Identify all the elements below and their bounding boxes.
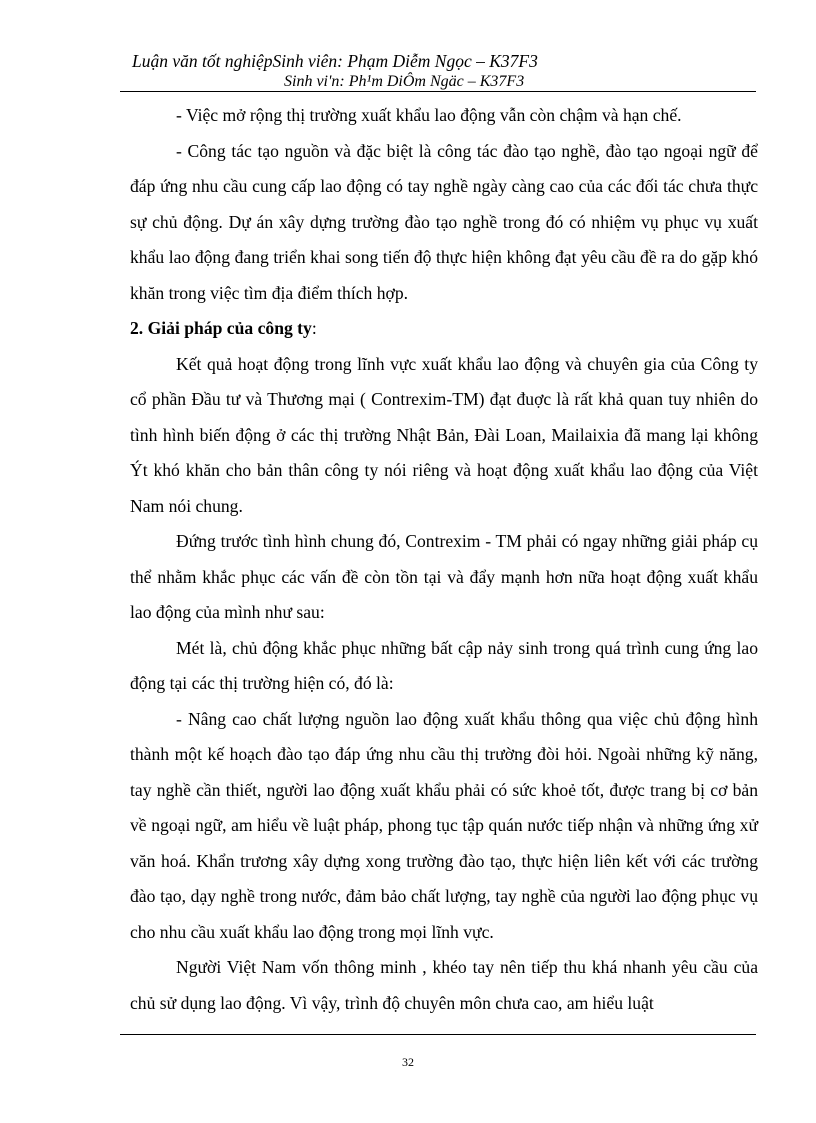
paragraph-3: Kết quả hoạt động trong lĩnh vực xuất khẩu lao động và chuyên gia của Công ty cổ phần Đầu tư và Thương mại ( Contrexim-TM) đạt đuợc là rất khả quan tuy nhiên do tình hình biến động ở các thị trường Nhật Bản, Đài Loan, Mailaixia đã mang lại không Ýt khó khăn cho bản thân công ty nói riêng và hoạt động xuất khẩu lao động của Việt Nam nói chung. [130, 353, 758, 516]
paragraph-1: - Việc mở rộng thị trường xuất khẩu lao động vẫn còn chậm và hạn chế. [176, 105, 682, 125]
paragraph-2: - Công tác tạo nguồn và đặc biệt là công tác đào tạo nghề, đào tạo ngoại ngữ để đáp ứng nhu cầu cung cấp lao động có tay nghề ngày càng cao của các đối tác chưa thực sự chủ động. Dự án xây dựng trường đào tạo nghề trong đó có nhiệm vụ phục vụ xuất khẩu lao động đang triển khai song tiến độ thực hiện không đạt yêu cầu đề ra do gặp khó khăn trong việc tìm địa điểm thích hợp. [130, 140, 758, 303]
paragraph-4: Đứng trước tình hình chung đó, Contrexim - TM phải có ngay những giải pháp cụ thể nhằm khắc phục các vấn đề còn tồn tại và đẩy mạnh hơn nữa hoạt động xuất khẩu lao động của mình như sau: [130, 531, 758, 622]
running-header-duplicate: Sinh vi'n: Ph¹m DiÔm Ngäc – K37F3 [284, 73, 525, 90]
paragraph-5: Mét là, chủ động khắc phục những bất cập nảy sinh trong quá trình cung ứng lao động tại các thị trường hiện có, đó là: [130, 637, 758, 693]
section-heading-colon: : [311, 318, 317, 338]
section-heading-text: 2. Giải pháp của công ty [130, 318, 312, 338]
header-divider [120, 91, 756, 92]
page-number: 32 [402, 1055, 414, 1069]
footer-divider [120, 1034, 756, 1035]
running-header: Luận văn tốt nghiệpSinh viên: Phạm Diễm Ngọc – K37F3 [132, 51, 538, 71]
paragraph-6: - Nâng cao chất lượng nguồn lao động xuất khẩu thông qua việc chủ động hình thành một kế hoạch đào tạo đáp ứng nhu cầu thị trường đòi hỏi. Ngoài những kỹ năng, tay nghề cần thiết, người lao động xuất khẩu phải có sức khoẻ tốt, được trang bị cơ bản về ngoại ngữ, am hiểu về luật pháp, phong tục tập quán nước tiếp nhận và những ứng xử văn hoá. Khẩn trương xây dựng xong trường đào tạo, thực hiện liên kết với các trường đào tạo, dạy nghề trong nước, đảm bảo chất lượng, tay nghề của người lao động phục vụ cho nhu cầu xuất khẩu lao động trong mọi lĩnh vực. [130, 708, 758, 942]
paragraph-7: Người Việt Nam vốn thông minh , khéo tay nên tiếp thu khá nhanh yêu cầu của chủ sử dụng lao động. Vì vậy, trình độ chuyên môn chưa cao, am hiểu luật [130, 957, 758, 1013]
section-heading [130, 311, 758, 347]
document-body [130, 98, 758, 1021]
